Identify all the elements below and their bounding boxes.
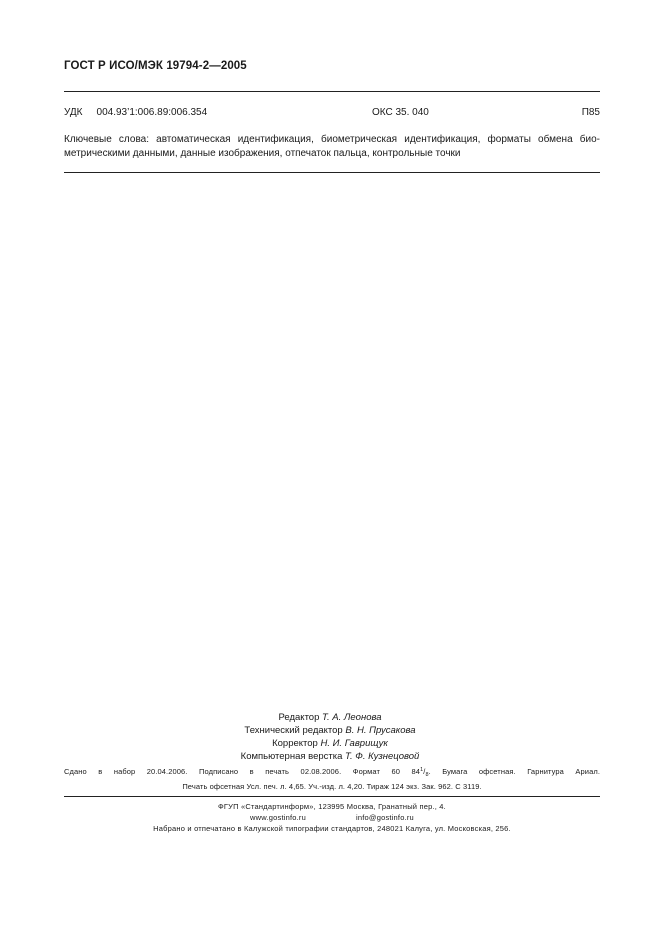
format-numerator: 1 [420, 767, 424, 773]
divider-keywords [64, 172, 600, 173]
typeface: Гарнитура Ариал. [527, 767, 601, 776]
credit-role: Корректор [272, 738, 318, 749]
publisher-address: ФГУП «Стандартинформ», 123995 Москва, Гранатный пер., 4. [218, 802, 446, 811]
printing-house: Набрано и отпечатано в Калужской типографии стандартов, 248021 Калуга, ул. Московская, 256. [153, 824, 511, 833]
credit-name: Т. А. Леонова [322, 712, 382, 723]
udk-code: 004.93’1:006.89:006.354 [96, 107, 208, 118]
credit-editor [200, 711, 460, 724]
credit-name: Т. Ф. Кузнецовой [345, 751, 420, 762]
divider-bottom [64, 796, 600, 797]
credit-name: В. Н. Прусакова [345, 725, 416, 736]
print-info-line-1 [64, 765, 600, 781]
credit-name: Н. И. Гаврищук [320, 738, 388, 749]
format-denominator: 8 [425, 772, 429, 778]
print-info [64, 765, 600, 792]
credit-proofreader [200, 737, 460, 750]
keywords-line-2: метрическими данными, данные изображения, отпечаток пальца, контрольные точки [64, 148, 461, 159]
publisher-contacts [64, 812, 600, 823]
group-code: П85 [581, 107, 600, 118]
print-info-line-2: Печать офсетная Усл. печ. л. 4,65. Уч.-изд. л. 4,20. Тираж 124 экз. Зак. 962. С 3119. [182, 782, 482, 791]
keywords-block [64, 133, 600, 161]
publisher-website: www.gostinfo.ru [250, 813, 306, 822]
paper: Бумага офсетная. [442, 767, 516, 776]
sent-date: Сдано в набор 20.04.2006. [64, 767, 188, 776]
document-id: ГОСТ Р ИСО/МЭК 19794-2—2005 [64, 60, 247, 72]
format: Формат 60 $84^1/_8$. [352, 767, 431, 778]
credit-role: Технический редактор [244, 725, 343, 736]
keywords-line-1: Ключевые слова: автоматическая идентификация, биометрическая идентификация, форматы обмена био- [64, 134, 600, 145]
format-tail: . [428, 767, 431, 776]
credit-layout [200, 750, 460, 763]
credit-tech-editor [200, 724, 460, 737]
divider-top [64, 91, 600, 92]
publisher-email: info@gostinfo.ru [356, 813, 414, 822]
publisher-block [64, 801, 600, 834]
signed-date: Подписано в печать 02.08.2006. [199, 767, 342, 776]
credit-role: Редактор [278, 712, 320, 723]
udk-label: УДК [64, 107, 83, 118]
oks-code: ОКС 35. 040 [372, 107, 429, 118]
udk-block [64, 107, 207, 118]
credits-block [200, 711, 460, 763]
format-label: Формат 60 84 [352, 767, 421, 776]
credit-role: Компьютерная верстка [240, 751, 343, 762]
